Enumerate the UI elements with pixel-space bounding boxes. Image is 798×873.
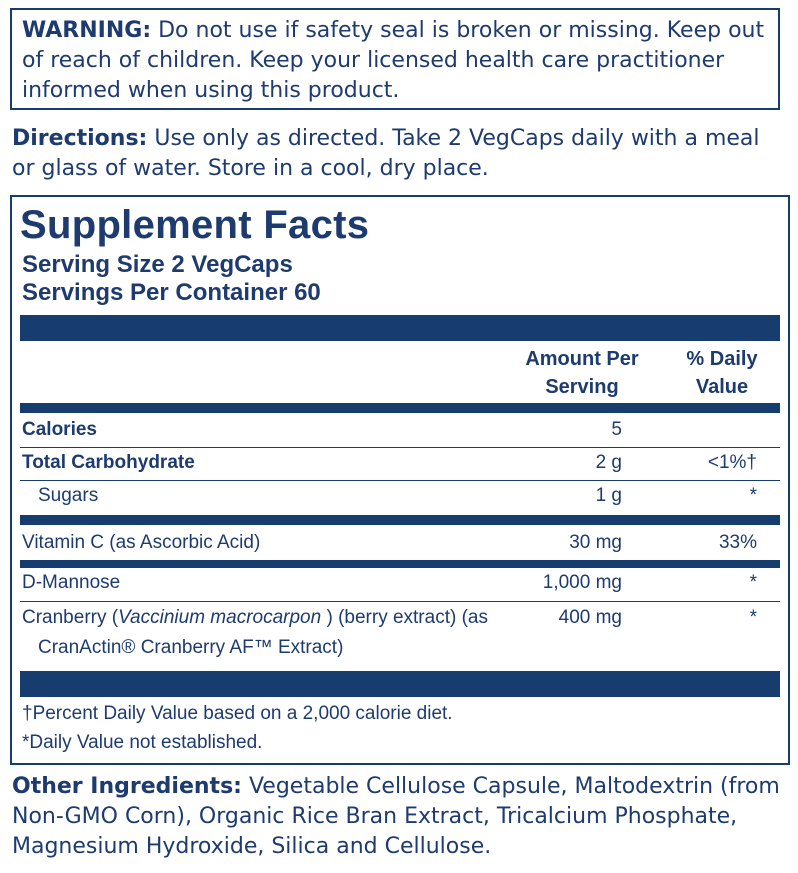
amount-header-line1: Amount Per — [525, 348, 639, 370]
row-divider — [20, 447, 780, 448]
row-sugars-name: Sugars — [38, 485, 99, 506]
row-calories-amount: 5 — [611, 419, 622, 440]
other-ingredients-paragraph — [12, 772, 796, 862]
row-divider — [20, 601, 780, 602]
directions-paragraph — [12, 124, 788, 184]
daily-value-header — [667, 345, 777, 401]
medium-divider — [20, 403, 780, 413]
footnote-not-established: *Daily Value not established. — [22, 732, 263, 753]
row-carb-name: Total Carbohydrate — [22, 452, 195, 473]
row-cranberry-name-line2: CranActin® Cranberry AF™ Extract) — [38, 637, 344, 658]
other-ingredients-text: Vegetable Cellulose Capsule, Maltodextrin (from Non-GMO Corn), Organic Rice Bran Extract, Tricalcium Phosphate, Magnesium Hydroxide, Silica and Cellulose. — [12, 774, 780, 859]
cranberry-latin-name: Vaccinium macrocarpon — [118, 607, 322, 628]
dv-header-line2: Value — [695, 376, 749, 398]
dv-header-line1: % Daily — [686, 348, 758, 370]
row-mannose-name: D-Mannose — [22, 572, 121, 593]
row-vitamin-c-amount: 30 mg — [569, 532, 622, 553]
row-mannose-amount: 1,000 mg — [542, 572, 622, 593]
directions-text: Use only as directed. Take 2 VegCaps daily with a meal or glass of water. Store in a cool, dry place. — [12, 126, 760, 181]
amount-header-line2: Serving — [545, 376, 619, 398]
supplement-facts-panel — [10, 195, 790, 765]
row-sugars-dv: * — [749, 485, 757, 506]
row-divider — [20, 480, 780, 481]
row-calories-name: Calories — [22, 419, 97, 440]
medium-divider — [20, 560, 780, 568]
serving-size: Serving Size 2 VegCaps — [22, 251, 293, 278]
cranberry-name-prefix: Cranberry ( — [22, 607, 119, 628]
row-carb-dv: <1%† — [707, 452, 757, 473]
row-sugars-amount: 1 g — [595, 485, 622, 506]
thick-divider-bottom — [20, 671, 780, 697]
amount-per-serving-header — [502, 345, 662, 401]
row-cranberry-name — [22, 605, 488, 631]
row-mannose-dv: * — [749, 572, 757, 593]
row-carb-amount: 2 g — [595, 452, 622, 473]
warning-label: WARNING: — [22, 18, 152, 43]
cranberry-name-suffix: ) (berry extract) (as — [321, 607, 488, 628]
row-vitamin-c-dv: 33% — [718, 532, 757, 553]
row-vitamin-c-name: Vitamin C (as Ascorbic Acid) — [22, 532, 261, 553]
thick-divider-top — [20, 315, 780, 341]
other-ingredients-label: Other Ingredients: — [12, 774, 242, 799]
servings-per-container: Servings Per Container 60 — [22, 279, 321, 306]
warning-box — [10, 8, 780, 110]
facts-title: Supplement Facts — [20, 203, 370, 247]
row-cranberry-dv: * — [749, 607, 757, 628]
medium-divider — [20, 515, 780, 525]
row-cranberry-amount: 400 mg — [558, 607, 622, 628]
footnote-percent-dv: †Percent Daily Value based on a 2,000 calorie diet. — [22, 703, 453, 724]
warning-text: Do not use if safety seal is broken or missing. Keep out of reach of children. Keep your licensed health care practitioner informed when using this product. — [22, 18, 765, 103]
directions-label: Directions: — [12, 126, 148, 151]
